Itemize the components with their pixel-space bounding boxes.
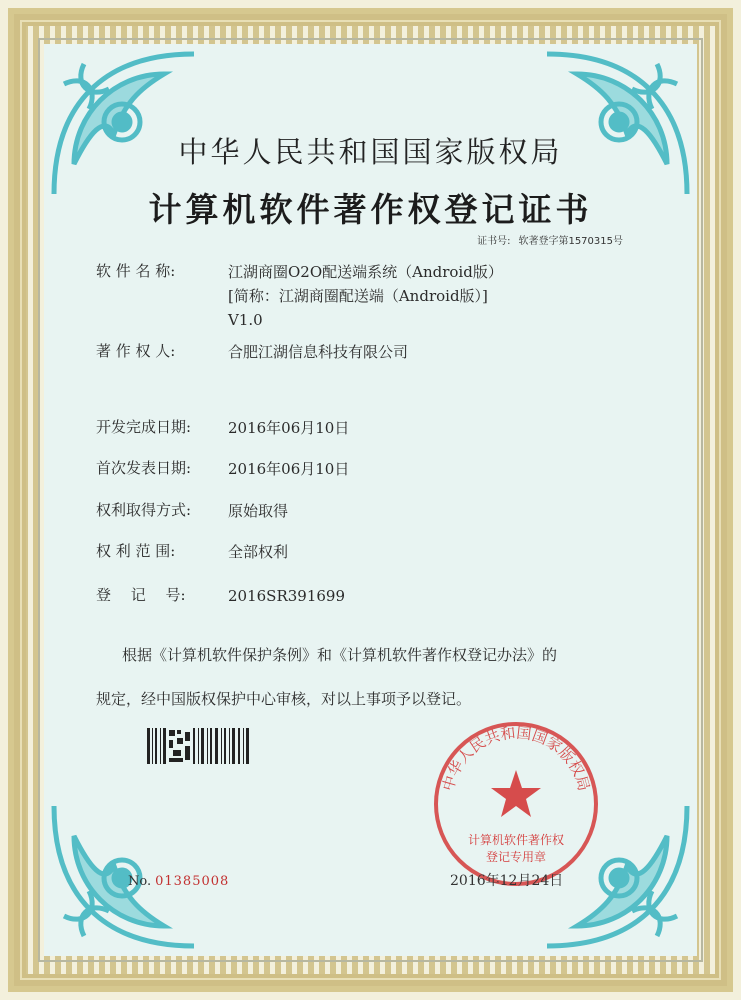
- field-label: 著 作 权 人:: [96, 342, 176, 360]
- field-value: 全部权利: [228, 543, 289, 561]
- seal-inner-line-1: 计算机软件著作权: [467, 833, 565, 847]
- field-label: 软 件 名 称:: [96, 262, 176, 280]
- certificate-number: [469, 232, 623, 247]
- field-value: 2016年06月10日: [228, 419, 350, 437]
- certificate-title: 计算机软件著作权登记证书: [148, 190, 593, 229]
- field-label: 首次发表日期:: [96, 459, 192, 477]
- field-value: V1.0: [228, 311, 263, 329]
- official-seal: [430, 718, 602, 890]
- field-copyright-owner: [96, 340, 408, 364]
- field-acquisition-method: [96, 499, 288, 523]
- field-value: 合肥江湖信息科技有限公司: [228, 343, 409, 361]
- certificate-number-label: 证书号:: [477, 236, 511, 247]
- field-rights-scope: [96, 540, 288, 564]
- serial-value: 01385008: [155, 874, 230, 889]
- field-label: 权利取得方式:: [96, 501, 192, 519]
- statement-line-2: 规定，经中国版权保护中心审核，对以上事项予以登记。: [96, 690, 472, 708]
- field-registration-number: [96, 584, 345, 608]
- field-value: 原始取得: [228, 502, 289, 520]
- field-label: 权 利 范 围:: [96, 542, 176, 560]
- field-value: 2016SR391699: [228, 587, 346, 605]
- field-label: 开发完成日期:: [96, 418, 192, 436]
- field-software-name: [96, 260, 503, 332]
- field-value: 2016年06月10日: [228, 460, 350, 478]
- issue-date: 2016年12月24日: [450, 873, 564, 889]
- field-publication-date: [96, 457, 349, 481]
- seal-ring-text: 中华人民共和国国家版权局: [438, 723, 594, 793]
- field-label: 登 记 号:: [96, 586, 186, 604]
- serial-number: [128, 874, 229, 889]
- seal-inner-line-2: 登记专用章: [485, 850, 547, 864]
- corner-ornament-bottom-left: [44, 786, 214, 956]
- field-value: 江湖商圈O2O配送端系统（Android版）: [228, 263, 503, 281]
- barcode: [147, 728, 250, 764]
- issuer-title: 中华人民共和国国家版权局: [178, 135, 563, 169]
- field-completion-date: [96, 416, 349, 440]
- certificate-number-value: 软著登字第1570315号: [518, 236, 623, 247]
- statement-line-1: 根据《计算机软件保护条例》和《计算机软件著作权登记办法》的: [122, 646, 558, 664]
- seal-star-icon: [491, 770, 541, 817]
- field-value: [简称：江湖商圈配送端（Android版）]: [228, 287, 488, 305]
- serial-prefix: No.: [128, 874, 152, 889]
